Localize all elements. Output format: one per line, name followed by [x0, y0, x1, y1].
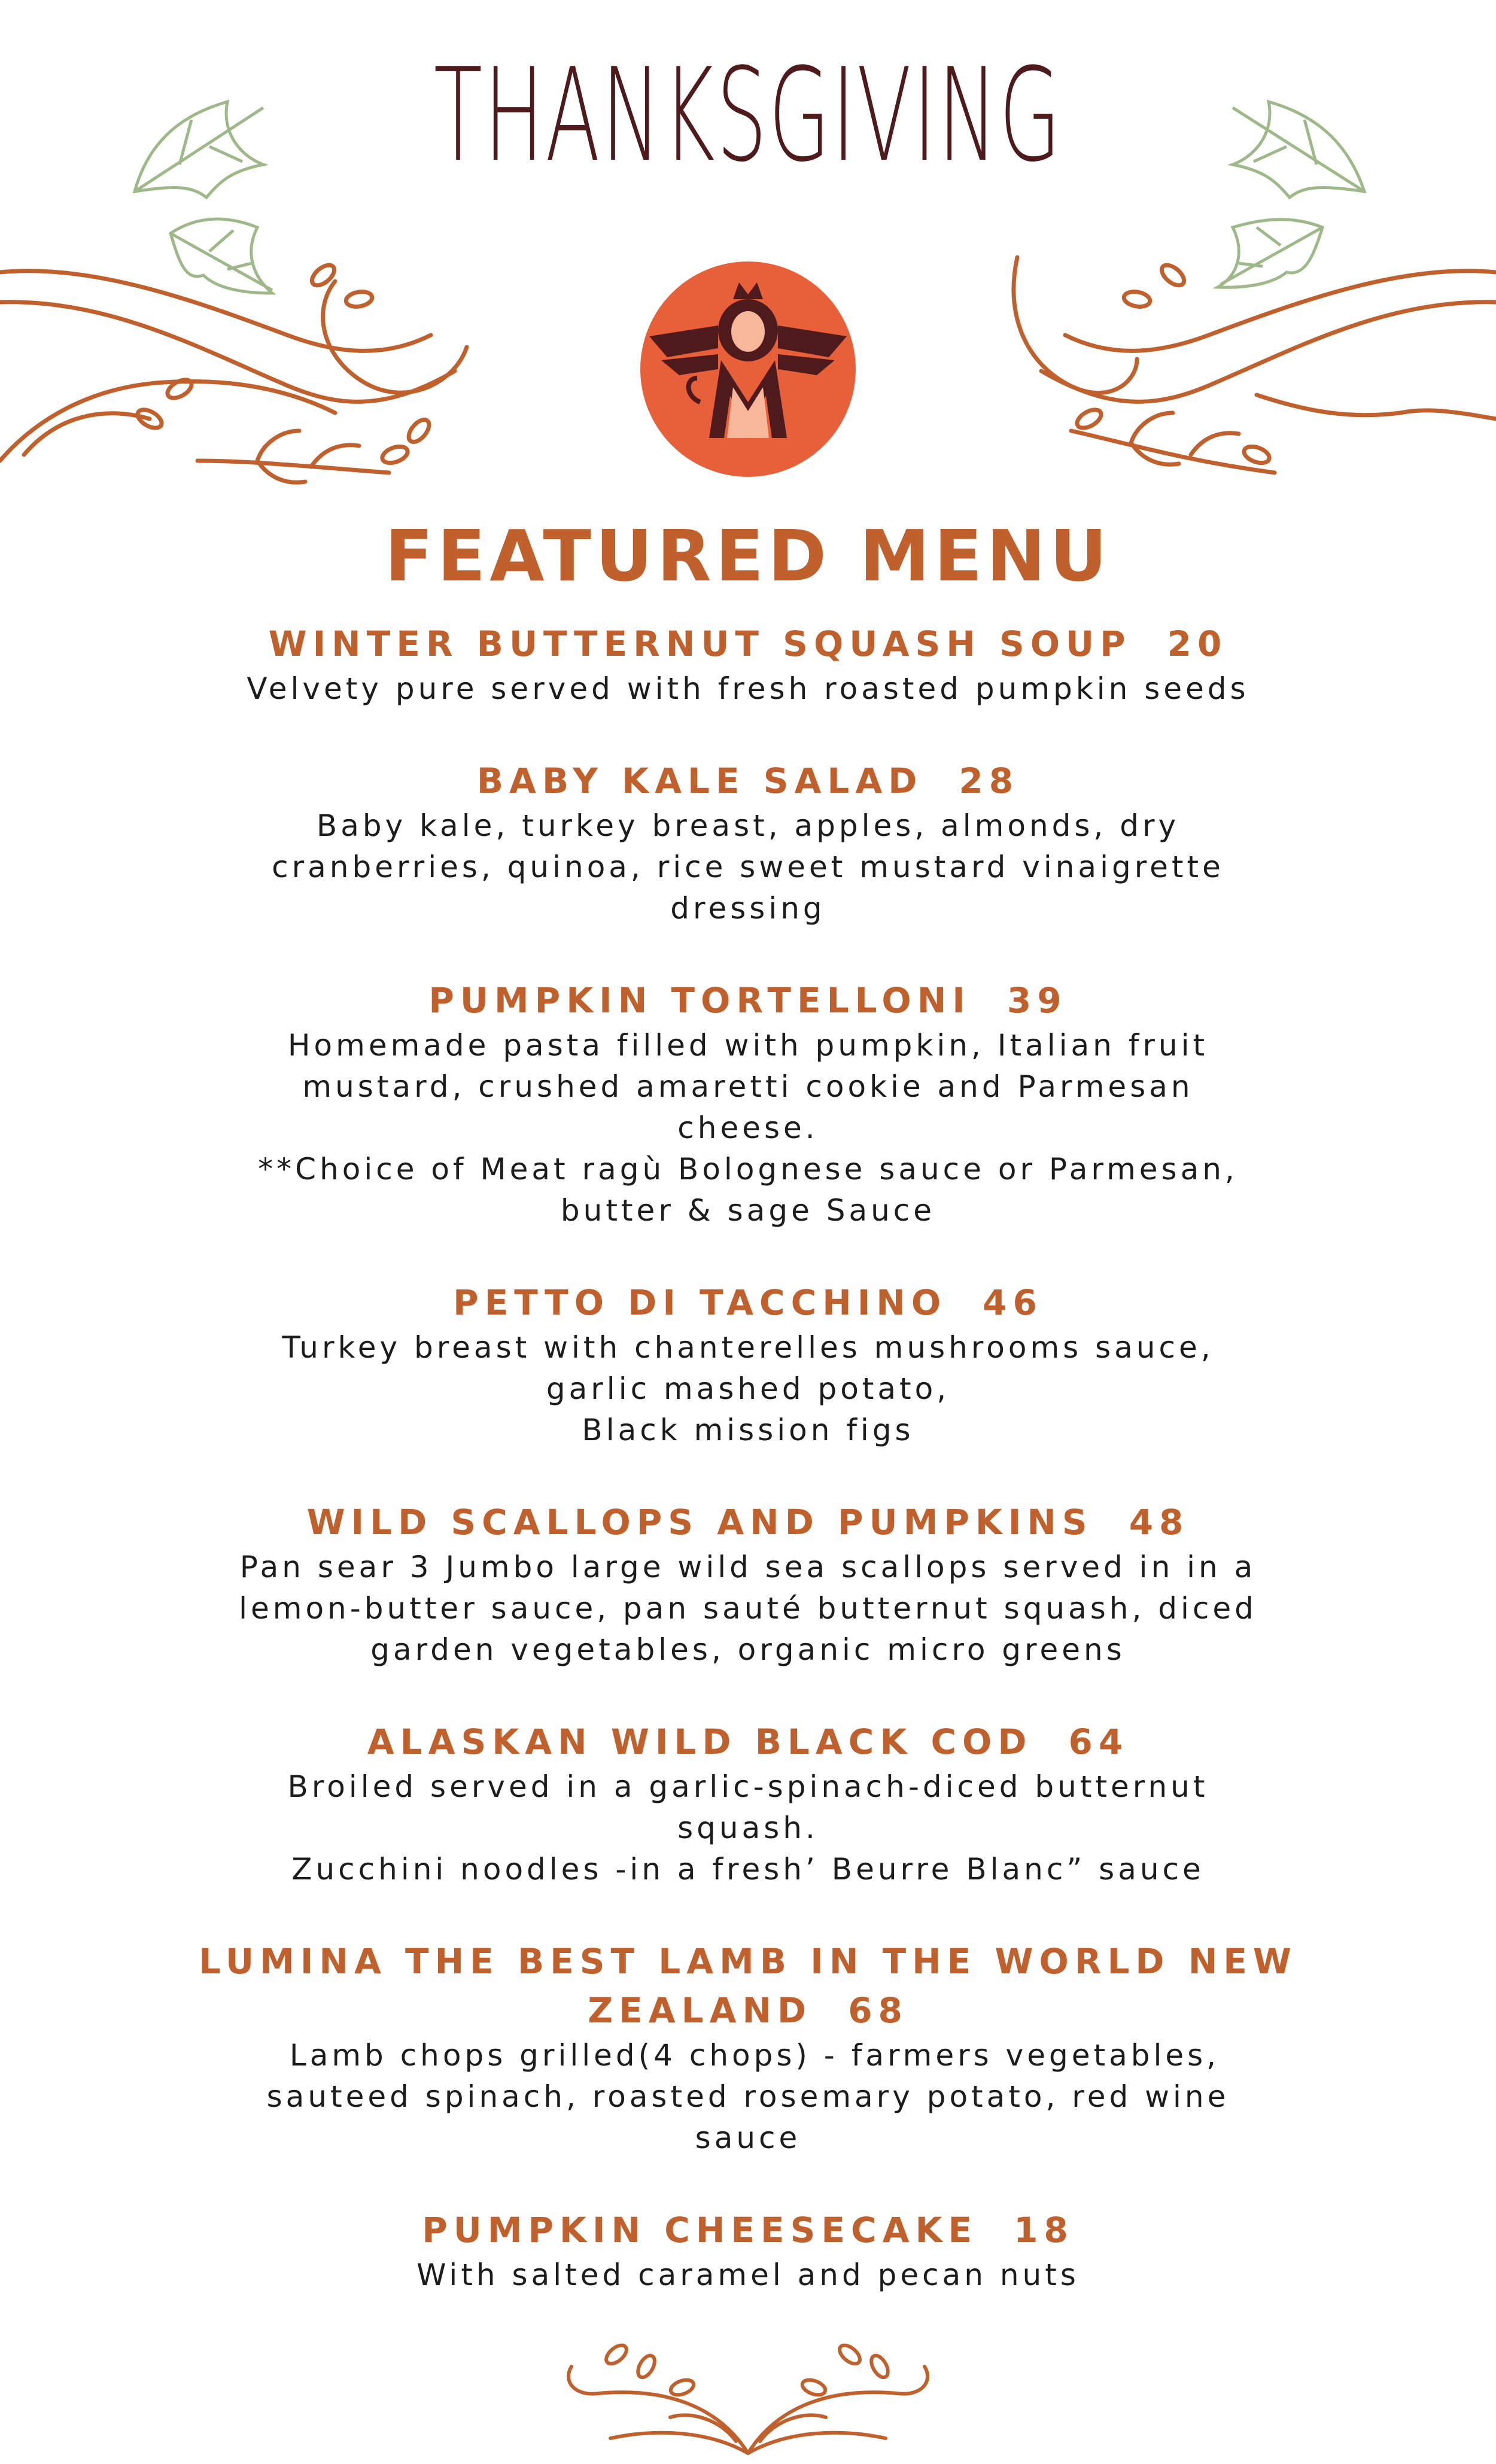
menu-list: [180, 619, 1316, 2296]
description-line: cheese.: [677, 1111, 819, 1145]
menu-item: [180, 1717, 1316, 1890]
menu-item: [180, 1498, 1316, 1671]
dish-name: LUMINA THE BEST LAMB IN THE WORLD NEW ZEALAND: [199, 1941, 1316, 2031]
menu-item-name: [180, 1498, 1316, 1547]
description-line: squash.: [677, 1811, 819, 1845]
dish-name: PETTO DI TACCHINO: [453, 1282, 947, 1323]
dish-price: 39: [1007, 980, 1068, 1021]
section-heading: FEATURED MENU: [385, 515, 1111, 597]
description-line: Pan sear 3 Jumbo large wild sea scallops served in in a: [239, 1550, 1257, 1584]
dish-name: WINTER BUTTERNUT SQUASH SOUP: [268, 623, 1132, 664]
menu-item: [180, 1278, 1316, 1451]
description-line: Turkey breast with chanterelles mushrooms sauce,: [282, 1330, 1214, 1365]
menu-item-name: [180, 976, 1316, 1025]
menu-item: [180, 1937, 1316, 2159]
dish-name: PUMPKIN TORTELLONI: [428, 980, 971, 1021]
maple-leaf-icon: [1218, 102, 1364, 287]
menu-item-name: [180, 1717, 1316, 1766]
menu-item-description: [180, 2255, 1316, 2296]
description-line: sauce: [695, 2121, 801, 2155]
dish-price: 20: [1167, 623, 1228, 664]
description-line: Zucchini noodles -in a fresh’ Beurre Blanc” sauce: [291, 1852, 1205, 1887]
description-line: Black mission figs: [582, 1413, 914, 1447]
dish-name: ALASKAN WILD BLACK COD: [367, 1721, 1033, 1762]
description-line: Broiled served in a garlic-spinach-diced butternut: [287, 1769, 1209, 1804]
description-line: sauteed spinach, roasted rosemary potato, red wine: [266, 2079, 1230, 2114]
description-line: butter & sage Sauce: [560, 1193, 936, 1228]
menu-item: [180, 756, 1316, 929]
restaurant-logo: [637, 258, 859, 480]
dish-name: PUMPKIN CHEESECAKE: [422, 2210, 978, 2250]
winged-lion-logo-icon: [637, 258, 859, 480]
dish-price: 18: [1014, 2210, 1074, 2250]
description-line: garden vegetables, organic micro greens: [370, 1632, 1126, 1667]
vine-ornament-right: [1014, 257, 1496, 473]
dish-price: 68: [848, 1990, 908, 2031]
menu-item-description: [180, 1025, 1316, 1231]
description-line: **Choice of Meat ragù Bolognese sauce or Parmesan,: [258, 1152, 1238, 1187]
description-line: Velvety pure served with fresh roasted pumpkin seeds: [247, 671, 1249, 706]
menu-item: [180, 619, 1316, 710]
page-title: THANKSGIVING: [433, 40, 1063, 190]
menu-item-description: [180, 1766, 1316, 1890]
dish-name: BABY KALE SALAD: [476, 761, 923, 801]
description-line: Homemade pasta filled with pumpkin, Italian fruit: [287, 1028, 1209, 1063]
menu-item-description: [180, 668, 1316, 710]
dish-price: 48: [1129, 1502, 1190, 1543]
description-line: dressing: [670, 891, 826, 926]
menu-item-name: [180, 756, 1316, 805]
description-line: cranberries, quinoa, rice sweet mustard vinaigrette: [272, 850, 1224, 884]
menu-item-name: [180, 1278, 1316, 1327]
dish-price: 64: [1068, 1721, 1129, 1762]
dish-price: 46: [983, 1282, 1043, 1323]
menu-item: [180, 2206, 1316, 2296]
dish-price: 28: [959, 761, 1020, 801]
menu-item-name: [180, 2206, 1316, 2255]
description-line: lemon-butter sauce, pan sauté butternut squash, diced: [239, 1591, 1257, 1626]
dish-name: WILD SCALLOPS AND PUMPKINS: [306, 1502, 1093, 1543]
description-line: garlic mashed potato,: [546, 1371, 950, 1406]
maple-leaf-icon: [135, 102, 272, 293]
description-line: Lamb chops grilled(4 chops) - farmers vegetables,: [276, 2038, 1220, 2073]
vine-ornament-left: [0, 261, 467, 483]
menu-item-description: [180, 805, 1316, 929]
description-line: mustard, crushed amaretti cookie and Parmesan: [302, 1069, 1194, 1104]
menu-item: [180, 976, 1316, 1231]
description-line: Baby kale, turkey breast, apples, almonds, dry: [316, 808, 1180, 843]
menu-item-name: [180, 1937, 1316, 2035]
bottom-flourish-ornament: [568, 2342, 928, 2453]
menu-item-description: [180, 1327, 1316, 1451]
description-line: With salted caramel and pecan nuts: [416, 2258, 1080, 2292]
menu-item-description: [180, 2035, 1316, 2159]
menu-item-name: [180, 619, 1316, 668]
menu-item-description: [180, 1547, 1316, 1671]
